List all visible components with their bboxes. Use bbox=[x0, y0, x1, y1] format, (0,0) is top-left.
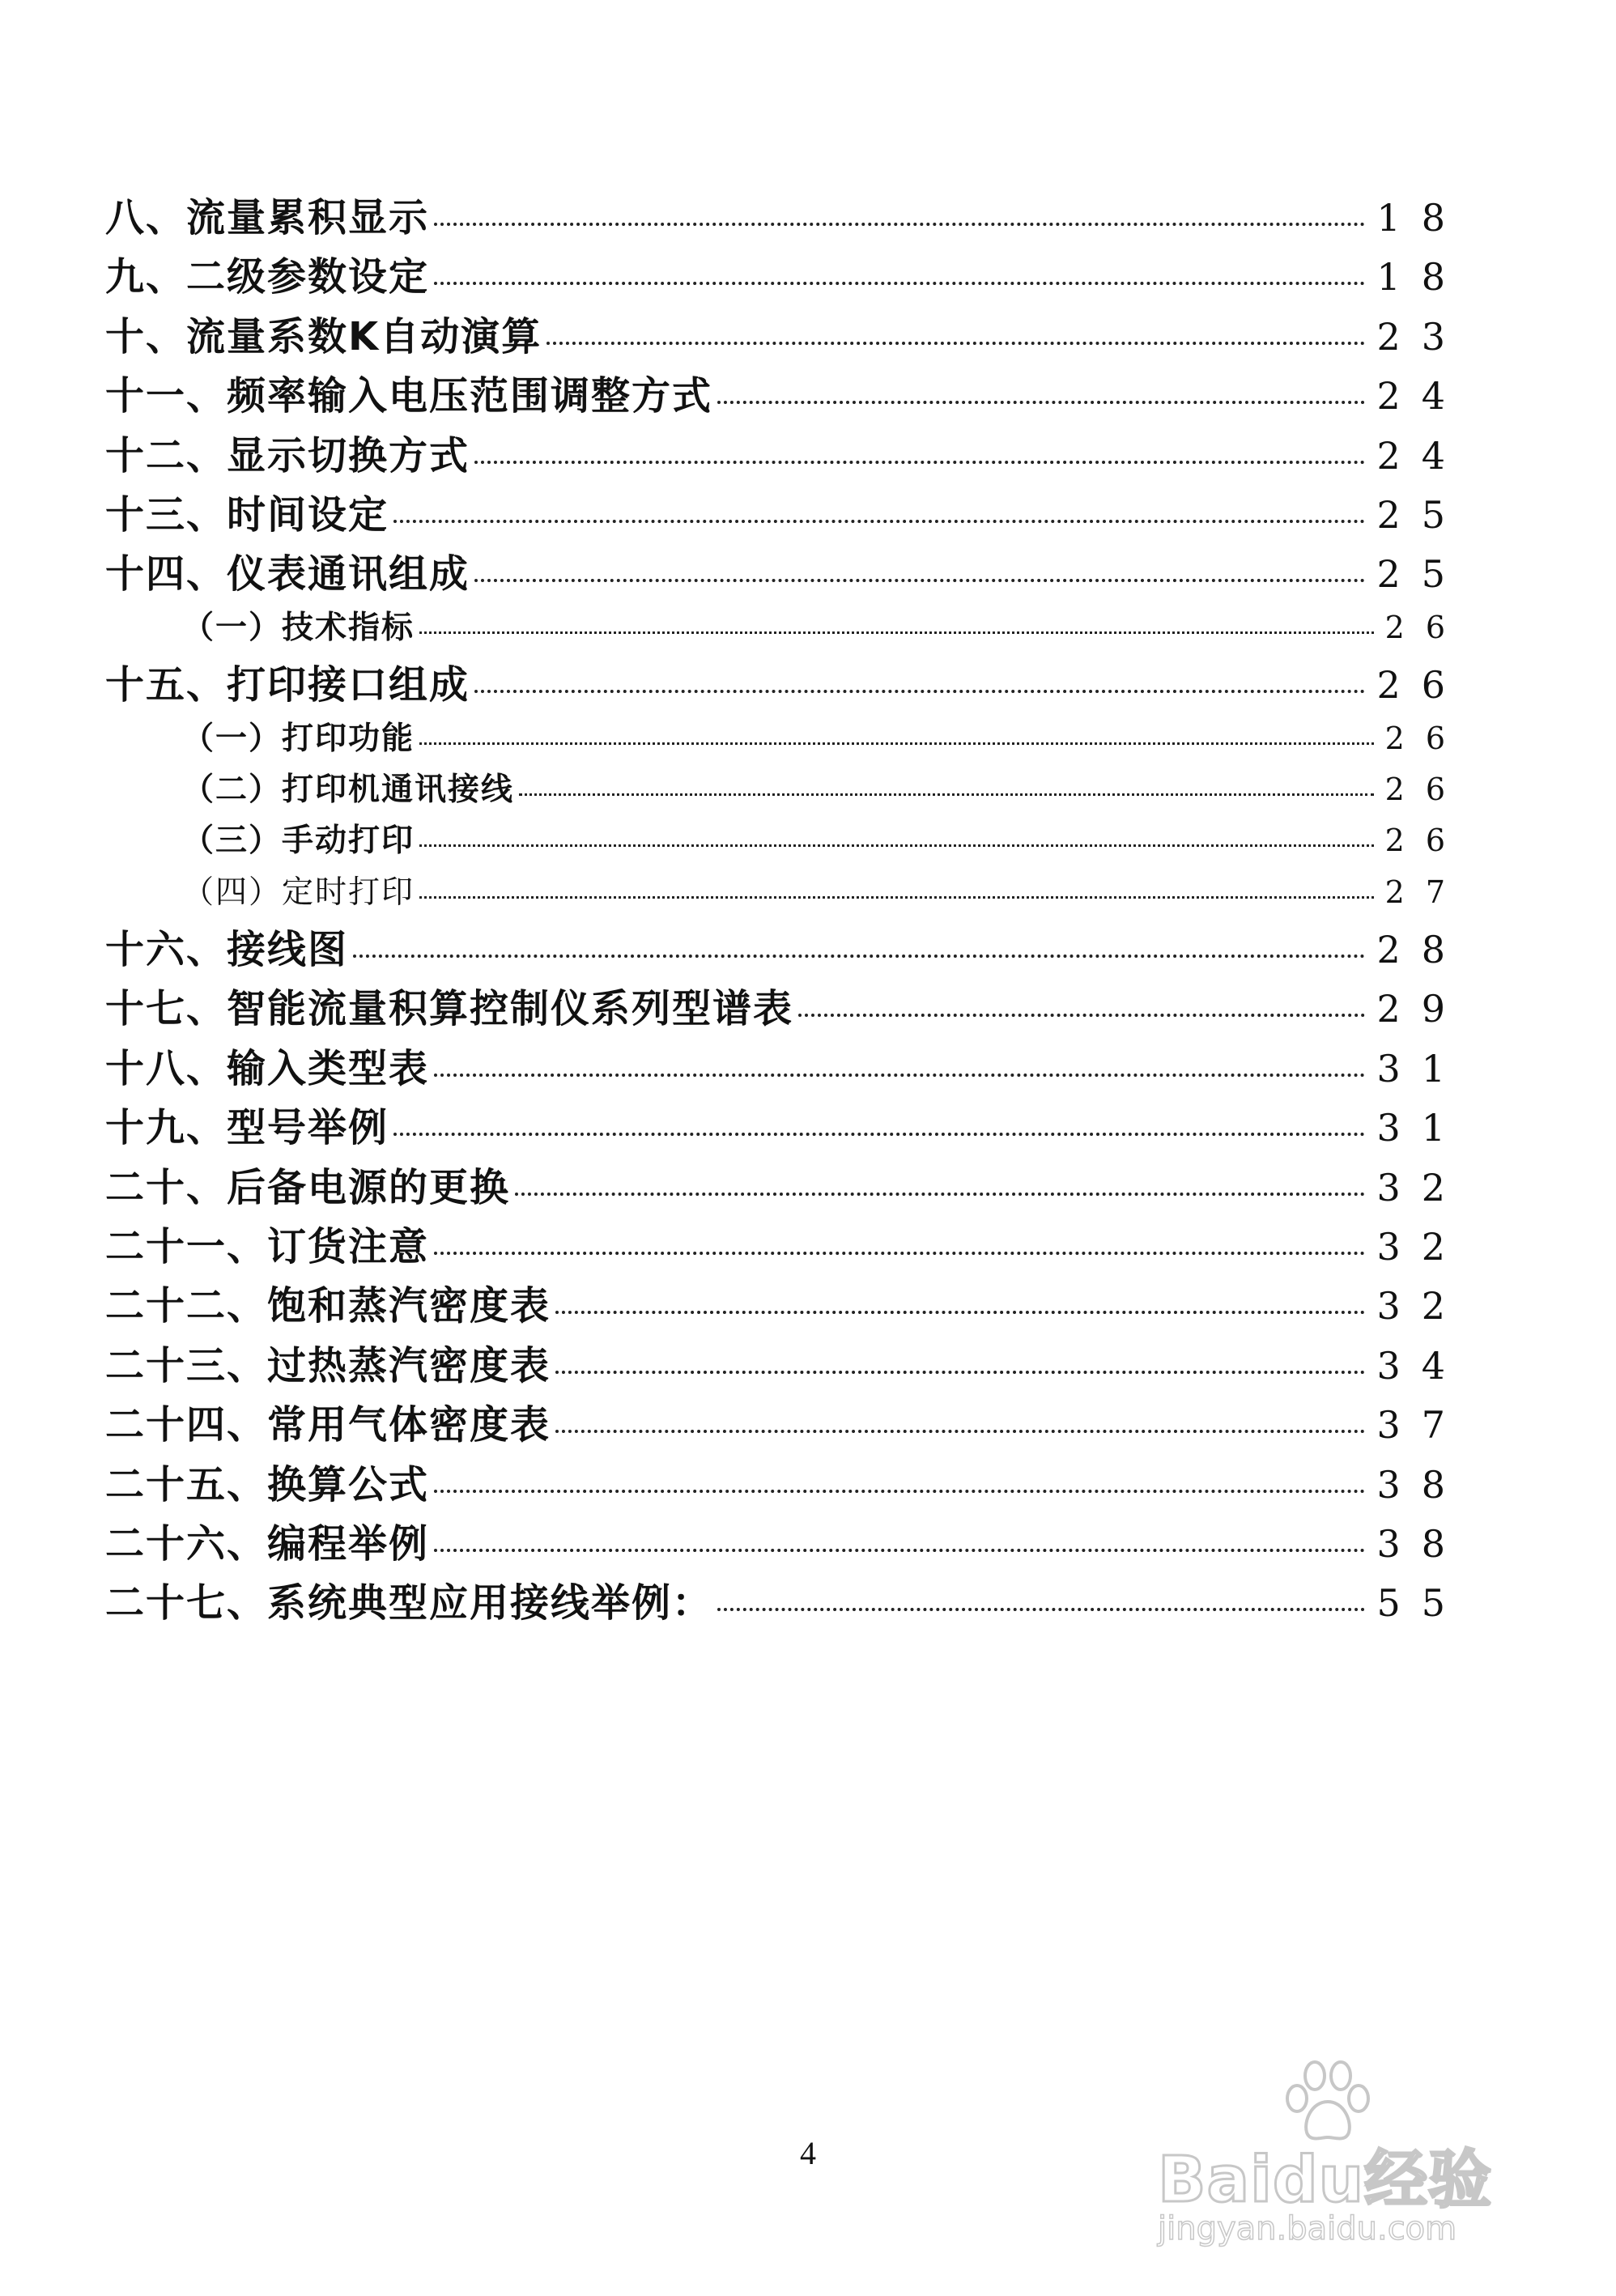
toc-entry-page: 25 bbox=[1376, 552, 1466, 597]
dot-leader bbox=[434, 223, 1365, 226]
toc-entry-page: 34 bbox=[1376, 1343, 1466, 1388]
page-number: 4 bbox=[800, 2135, 816, 2171]
toc-entry-page: 26 bbox=[1384, 771, 1466, 807]
toc-entry-page: 28 bbox=[1376, 928, 1466, 972]
toc-subentry[interactable] bbox=[105, 815, 1466, 866]
dot-leader bbox=[419, 631, 1374, 634]
toc-subentry[interactable] bbox=[105, 602, 1466, 653]
toc-entry-title: 十八、输入类型表 bbox=[105, 1045, 430, 1091]
toc-entry[interactable] bbox=[105, 1393, 1466, 1452]
dot-leader bbox=[515, 1193, 1365, 1196]
toc-entry-title: 十七、智能流量积算控制仪系列型谱表 bbox=[105, 986, 794, 1032]
dot-leader bbox=[434, 1490, 1365, 1493]
dot-leader bbox=[474, 579, 1365, 582]
toc-entry-page: 25 bbox=[1376, 492, 1466, 537]
toc-entry-page: 23 bbox=[1376, 314, 1466, 359]
dot-leader bbox=[555, 1430, 1365, 1433]
toc-entry[interactable] bbox=[105, 245, 1466, 304]
toc-entry-title: 十二、显示切换方式 bbox=[105, 432, 470, 478]
toc-entry-page: 24 bbox=[1376, 374, 1466, 419]
toc-entry-title: 二十四、常用气体密度表 bbox=[105, 1402, 551, 1448]
table-of-contents bbox=[105, 186, 1466, 1631]
toc-entry[interactable] bbox=[105, 1037, 1466, 1096]
toc-entry-title: （二）打印机通讯接线 bbox=[182, 771, 515, 808]
dot-leader bbox=[717, 401, 1365, 404]
dot-leader bbox=[419, 844, 1374, 847]
toc-entry[interactable] bbox=[105, 1571, 1466, 1631]
dot-leader bbox=[519, 793, 1374, 796]
toc-entry-title: 二十、后备电源的更换 bbox=[105, 1164, 511, 1210]
toc-entry[interactable] bbox=[105, 977, 1466, 1036]
toc-entry-page: 29 bbox=[1376, 987, 1466, 1031]
watermark-url: jingyan.baidu.com bbox=[1158, 2210, 1457, 2247]
toc-entry-title: 十四、仪表通讯组成 bbox=[105, 551, 470, 597]
toc-entry-title: 二十六、编程举例 bbox=[105, 1520, 430, 1567]
dot-leader bbox=[546, 342, 1365, 345]
dot-leader bbox=[434, 1074, 1365, 1077]
toc-entry-page: 27 bbox=[1384, 874, 1466, 910]
toc-entry-title: （一）技术指标 bbox=[182, 609, 415, 646]
toc-entry-page: 32 bbox=[1376, 1284, 1466, 1329]
toc-entry[interactable] bbox=[105, 186, 1466, 245]
toc-entry-page: 26 bbox=[1376, 663, 1466, 708]
toc-entry-title: 二十三、过热蒸汽密度表 bbox=[105, 1342, 551, 1388]
dot-leader bbox=[798, 1014, 1365, 1017]
watermark-brand: Baidu经验 bbox=[1158, 2144, 1493, 2217]
toc-entry-page: 31 bbox=[1376, 1106, 1466, 1150]
toc-entry[interactable] bbox=[105, 918, 1466, 977]
toc-entry-page: 55 bbox=[1376, 1581, 1466, 1626]
toc-entry-page: 31 bbox=[1376, 1046, 1466, 1091]
toc-entry-title: 十一、频率输入电压范围调整方式 bbox=[105, 373, 713, 419]
toc-entry-title: 二十二、饱和蒸汽密度表 bbox=[105, 1283, 551, 1329]
dot-leader bbox=[434, 1252, 1365, 1255]
dot-leader bbox=[474, 690, 1365, 693]
toc-subentry[interactable] bbox=[105, 867, 1466, 918]
toc-entry-page: 18 bbox=[1376, 255, 1466, 300]
toc-entry[interactable] bbox=[105, 483, 1466, 542]
toc-entry-title: 二十一、订货注意 bbox=[105, 1224, 430, 1270]
toc-subentry[interactable] bbox=[105, 713, 1466, 764]
toc-entry-page: 18 bbox=[1376, 196, 1466, 240]
toc-entry[interactable] bbox=[105, 1156, 1466, 1215]
dot-leader bbox=[555, 1311, 1365, 1314]
toc-entry-title: 二十五、换算公式 bbox=[105, 1461, 430, 1507]
dot-leader bbox=[434, 282, 1365, 285]
dot-leader bbox=[555, 1371, 1365, 1374]
toc-entry-title: 十、流量系数K自动演算 bbox=[105, 313, 542, 359]
toc-entry-page: 26 bbox=[1384, 720, 1466, 756]
toc-entry-page: 38 bbox=[1376, 1462, 1466, 1507]
dot-leader bbox=[419, 742, 1374, 745]
dot-leader bbox=[393, 520, 1365, 523]
toc-entry[interactable] bbox=[105, 542, 1466, 602]
toc-entry[interactable] bbox=[105, 1453, 1466, 1512]
toc-entry-page: 38 bbox=[1376, 1521, 1466, 1566]
toc-entry-page: 32 bbox=[1376, 1225, 1466, 1269]
toc-entry[interactable] bbox=[105, 1512, 1466, 1571]
toc-entry-title: （四）定时打印 bbox=[182, 874, 415, 911]
toc-entry-page: 37 bbox=[1376, 1403, 1466, 1448]
toc-entry-title: 十六、接线图 bbox=[105, 927, 349, 973]
toc-entry[interactable] bbox=[105, 1274, 1466, 1333]
baidu-jingyan-watermark bbox=[1158, 2056, 1538, 2259]
toc-entry-page: 26 bbox=[1384, 823, 1466, 859]
toc-entry-title: 九、二级参数设定 bbox=[105, 254, 430, 300]
dot-leader bbox=[393, 1133, 1365, 1136]
toc-entry-title: 十三、时间设定 bbox=[105, 491, 389, 538]
toc-entry[interactable] bbox=[105, 1096, 1466, 1155]
toc-entry[interactable] bbox=[105, 424, 1466, 483]
dot-leader bbox=[474, 461, 1365, 464]
toc-entry-page: 26 bbox=[1384, 609, 1466, 645]
toc-entry[interactable] bbox=[105, 1334, 1466, 1393]
toc-entry[interactable] bbox=[105, 364, 1466, 423]
toc-entry[interactable] bbox=[105, 305, 1466, 364]
toc-entry-title: 十五、打印接口组成 bbox=[105, 662, 470, 708]
toc-entry-title: 十九、型号举例 bbox=[105, 1105, 389, 1151]
toc-entry-title: （三）手动打印 bbox=[182, 823, 415, 860]
toc-entry[interactable] bbox=[105, 653, 1466, 712]
dot-leader bbox=[353, 955, 1365, 958]
toc-entry-page: 32 bbox=[1376, 1165, 1466, 1210]
toc-entry-page: 24 bbox=[1376, 433, 1466, 478]
toc-entry[interactable] bbox=[105, 1215, 1466, 1274]
toc-entry-title: 二十七、系统典型应用接线举例： bbox=[105, 1580, 713, 1626]
toc-subentry[interactable] bbox=[105, 764, 1466, 815]
toc-entry-title: 八、流量累积显示 bbox=[105, 195, 430, 240]
dot-leader bbox=[434, 1549, 1365, 1552]
toc-entry-title: （一）打印功能 bbox=[182, 720, 415, 757]
dot-leader bbox=[419, 896, 1374, 899]
dot-leader bbox=[717, 1608, 1365, 1611]
